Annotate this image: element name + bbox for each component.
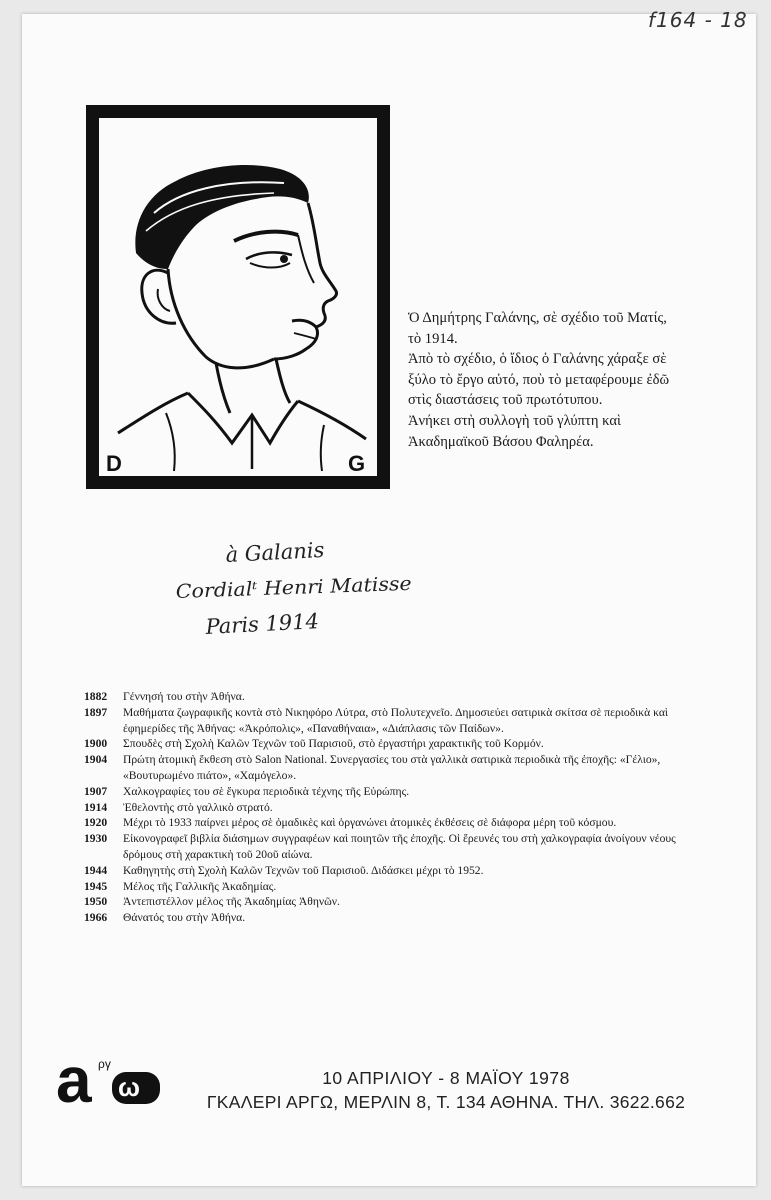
logo-letter-omega: ω (118, 1072, 140, 1102)
chronology-year: 1930 (84, 832, 108, 846)
chronology-item (84, 800, 704, 816)
chronology-item (84, 815, 704, 831)
chronology-year: 1897 (84, 705, 108, 719)
archive-code: f164 - 18 (648, 8, 748, 32)
chronology-year: 1907 (84, 784, 108, 798)
chronology-year: 1904 (84, 753, 108, 767)
dedication-line-3: Paris 1914 (205, 609, 320, 639)
logo-letters-rg: ργ (98, 1057, 111, 1071)
chronology-item (84, 752, 704, 784)
chronology-year: 1966 (84, 911, 108, 925)
chronology-year: 1914 (84, 800, 108, 814)
exhibition-venue: ΓΚΑΛΕΡΙ ΑΡΓΩ, ΜΕΡΛΙΝ 8, Τ. 134 ΑΘΗΝΑ. ΤΗΛ. 3622.662 (206, 1092, 686, 1112)
chronology-item (84, 879, 704, 895)
chronology-item (84, 689, 704, 705)
caption-line-1: Ὁ Δημήτρης Γαλάνης, σὲ σχέδιο τοῦ Ματίς, τὸ 1914. (408, 310, 667, 347)
chronology-event: Θάνατός του στὴν Ἀθήνα. (123, 911, 246, 925)
chronology-event: Εἰκονογραφεῖ βιβλία διάσημων συγγραφέων καὶ ποιητῶν τῆς ἐποχῆς. Οἱ ἔρευνές του στὴ χαλκογραφία ἀνοίγουν νέους δρόμους στὴ χαρακτικὴ τοῦ 20οῦ αἰώνα. (123, 832, 676, 861)
woodcut-portrait (84, 103, 392, 491)
chronology-event: Σπουδὲς στὴ Σχολὴ Καλῶν Τεχνῶν τοῦ Παρισιοῦ, στὸ ἐργαστήρι χαρακτικῆς τοῦ Κορμόν. (123, 737, 544, 751)
chronology-item (84, 910, 704, 926)
portrait-initial-left: D (106, 451, 122, 476)
chronology-year: 1920 (84, 816, 108, 830)
chronology-event: Καθηγητὴς στὴ Σχολὴ Καλῶν Τεχνῶν τοῦ Παρισιοῦ. Διδάσκει μέχρι τὸ 1952. (123, 863, 484, 877)
dedication-line-1: à Galanis (225, 537, 325, 567)
chronology-item (84, 894, 704, 910)
exhibition-dates: 10 ΑΠΡΙΛΙΟΥ - 8 ΜΑΪΟΥ 1978 (322, 1068, 570, 1088)
chronology-list (84, 689, 704, 926)
logo-letter-a: a (56, 1050, 92, 1108)
chronology-event: Πρώτη ἀτομικὴ ἔκθεση στὸ Salon National. Συνεργασίες του στὰ γαλλικὰ σατιρικὰ περιοδικὰ τῆς ἐποχῆς: «Γέλιο», «Βουτυρωμένο πιάτο», «Χαμόγελο». (123, 753, 661, 782)
portrait-initial-right: G (348, 451, 366, 476)
portrait-caption (408, 308, 678, 452)
chronology-event: Μαθήματα ζωγραφικῆς κοντὰ στὸ Νικηφόρο Λύτρα, στὸ Πολυτεχνεῖο. Δημοσιεύει σατιρικὰ σκίτσα σὲ περιοδικὰ καὶ ἐφημερίδες τῆς Ἀθήνας: «Ἀκρόπολις», «Παναθήναια», «Διάπλασις τῶν Παίδων». (123, 705, 669, 735)
chronology-year: 1950 (84, 895, 108, 909)
chronology-event: Ἀντεπιστέλλον μέλος τῆς Ἀκαδημίας Ἀθηνῶν. (123, 895, 340, 909)
chronology-year: 1900 (84, 737, 108, 751)
exhibition-footer (170, 1067, 722, 1115)
argo-gallery-logo (56, 1050, 162, 1108)
chronology-item (84, 863, 704, 879)
chronology-item (84, 736, 704, 752)
caption-line-3: Ἀνήκει στὴ συλλογὴ τοῦ γλύπτη καὶ Ἀκαδημαϊκοῦ Βάσου Φαληρέα. (408, 412, 621, 450)
dedication-line-2: Cordialᵗ Henri Matisse (175, 573, 394, 603)
chronology-item (84, 705, 704, 737)
chronology-item (84, 831, 704, 863)
chronology-year: 1944 (84, 863, 108, 877)
handwritten-dedication (150, 528, 430, 648)
chronology-item (84, 784, 704, 800)
chronology-event: Χαλκογραφίες του σὲ ἔγκυρα περιοδικὰ τέχνης τῆς Εὐρώπης. (123, 784, 410, 798)
chronology-event: Ἐθελοντὴς στὸ γαλλικὸ στρατό. (123, 800, 273, 814)
chronology-event: Μέχρι τὸ 1933 παίρνει μέρος σὲ ὁμαδικὲς καὶ ὀργανώνει ἀτομικὲς ἐκθέσεις σὲ διάφορα μέρη τοῦ κόσμου. (123, 816, 617, 830)
caption-line-2: Ἀπὸ τὸ σχέδιο, ὁ ἴδιος ὁ Γαλάνης χάραξε σὲ ξύλο τὸ ἔργο αὐτό, ποὺ τὸ μεταφέρουμε ἐδῶ στὶς διαστάσεις τοῦ πρωτότυπου. (408, 351, 670, 409)
chronology-event: Μέλος τῆς Γαλλικῆς Ἀκαδημίας. (123, 879, 277, 893)
chronology-year: 1882 (84, 690, 108, 703)
chronology-event: Γέννησή του στὴν Ἀθήνα. (123, 690, 245, 703)
chronology-year: 1945 (84, 879, 108, 893)
